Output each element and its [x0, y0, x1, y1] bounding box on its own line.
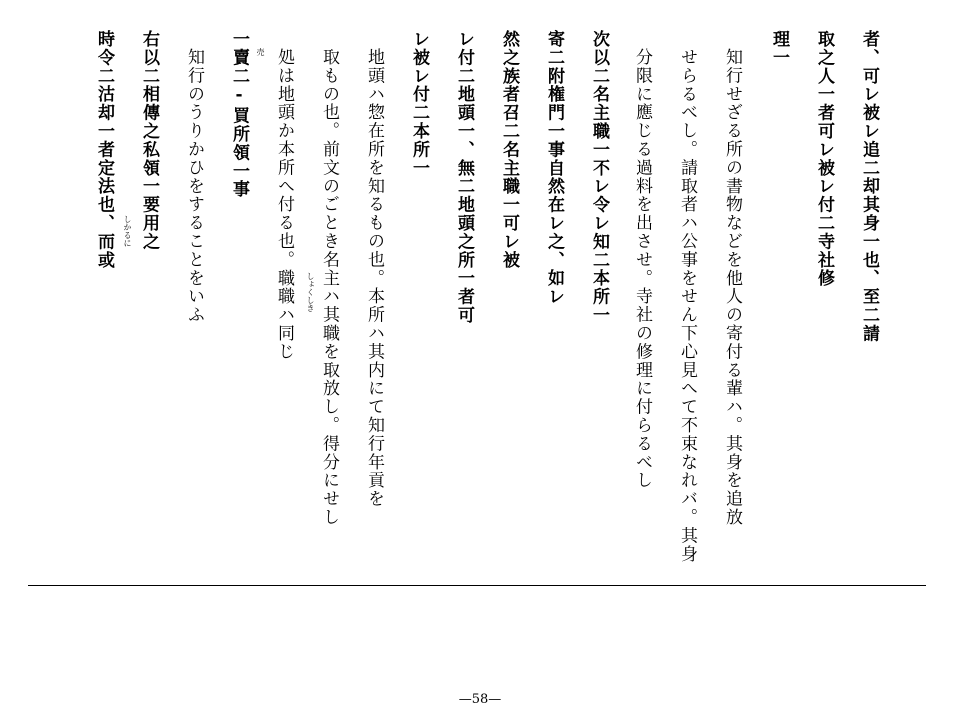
text-column-15: 一賣二‐買所領一事: [229, 30, 249, 199]
text-column-14: 処は地頭か本所へ付る也。職職ハ同じ: [274, 48, 294, 361]
ruby-shikaruni: しかるに: [123, 215, 132, 247]
text-column-3: 理一: [769, 30, 789, 67]
text-column-11: レ被レ付二本所一: [409, 30, 429, 178]
footer-divider: [28, 585, 926, 586]
text-column-10: レ付二地頭一、無二地頭之所一者可: [454, 30, 474, 325]
text-column-13: 取もの也。前文のごとき名主ハ其職を取放し。得分にせし: [319, 48, 339, 527]
text-column-5: せらるべし。請取者ハ公事をせん下心見へて不束なれバ。其身: [677, 48, 697, 564]
text-column-16: 知行のうりかひをすることをいふ: [184, 48, 204, 324]
text-column-2: 取之人一者可レ被レ付二寺社修: [814, 30, 834, 288]
text-column-7: 次以二名主職一不レ令レ知二本所一: [589, 30, 609, 325]
text-column-8: 寄二附権門一事自然在レ之、如レ: [544, 30, 564, 306]
text-column-1: 者、可レ被レ追二却其身一也、至二請: [859, 30, 879, 343]
text-column-9: 然之族者召二名主職一可レ被: [499, 30, 519, 270]
text-column-6: 分限に應じる過料を出させ。寺社の修理に付らるべし: [632, 48, 652, 490]
text-column-4: 知行せざる所の書物などを他人の寄付る輩ハ。其身を追放: [722, 48, 742, 527]
text-column-17: 右以二相傳之私領一要用之: [139, 30, 159, 251]
ruby-bai: 売: [256, 48, 265, 56]
text-column-18: 時令二沽却一者定法也、而或: [94, 30, 114, 270]
text-column-12: 地頭ハ惣在所を知るもの也。本所ハ其内にて知行年貢を: [364, 48, 384, 508]
page-number: —58—: [458, 692, 502, 707]
ruby-shokushiki: しょくしき: [306, 272, 315, 312]
